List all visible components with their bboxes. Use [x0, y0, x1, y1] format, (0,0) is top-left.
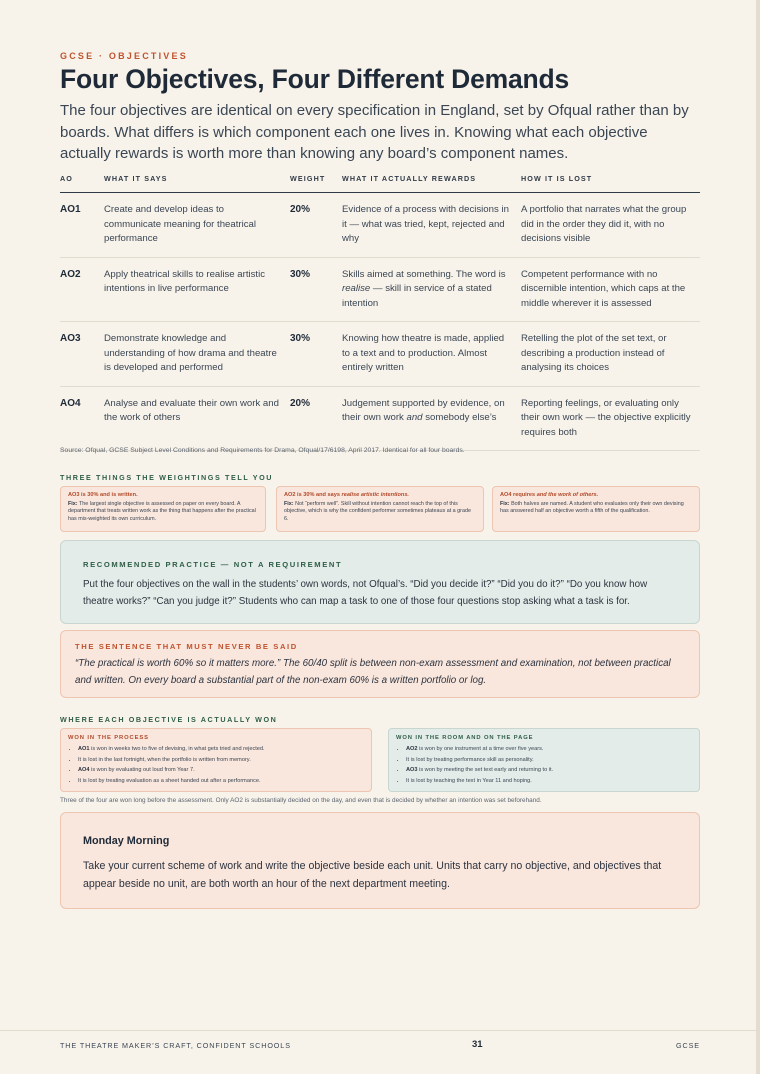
weighting-card-body [284, 501, 476, 523]
list-item [78, 776, 364, 787]
list-item-text: It is lost in the last fortnight, when the portfolio is written from memory. [78, 756, 251, 763]
ao-code: AO4 [60, 386, 104, 451]
won-list [396, 744, 692, 786]
won-in-room-card [388, 728, 700, 792]
fix-text: The largest single objective is assessed on paper on every board. A department that treats written work as the thing that happens after the practical has mis-weighted its own curriculum. [68, 501, 256, 522]
footer-divider [0, 1030, 760, 1031]
weighting-card-body [68, 501, 258, 523]
list-item-text: It is lost by treating performance skill as personality. [406, 756, 534, 763]
page-edge [756, 0, 760, 1074]
ao-rewards: Knowing how theatre is made, applied to a text and to production. Almost entirely written [342, 322, 521, 387]
intro-paragraph: The four objectives are identical on every specification in England, set by Ofqual rather than by boards. What differs is which component each one lives in. Knowing what each objective actually rewards is worth more than knowing any board’s component names. [60, 102, 689, 162]
weighting-card [60, 486, 266, 532]
page-number: 31 [472, 1039, 483, 1050]
list-item-text: is won by one instrument at a time over five years. [417, 746, 544, 752]
page-title: Four Objectives, Four Different Demands [60, 64, 570, 94]
won-in-process-card [60, 728, 372, 792]
weighting-card-title [500, 492, 692, 498]
weighting-card [276, 486, 484, 532]
monday-label: Monday Morning [83, 835, 170, 847]
ao-weight: 30% [290, 322, 342, 387]
list-item-text: is won by evaluating out loud from Year 7. [89, 767, 195, 773]
ao-lost: Competent performance with no discernible intention, which caps at the middle wherever it is assessed [521, 257, 700, 322]
list-item [406, 765, 692, 776]
table-row [60, 322, 700, 387]
list-item-text: is won by meeting the set text early and returning to it. [417, 767, 554, 773]
column-header-lost: HOW IT IS LOST [521, 172, 700, 193]
list-item-bold: AO1 [78, 746, 90, 752]
list-item-text: It is lost by teaching the text in Year 11 and hoping. [406, 777, 532, 784]
footer-section: GCSE [676, 1041, 700, 1050]
fix-label: Fix: [500, 501, 510, 507]
recommended-practice-box [60, 540, 700, 624]
ao-rewards: Evidence of a process with decisions in it — what was tried, kept, rejected and why [342, 193, 521, 258]
ao-weight: 20% [290, 386, 342, 451]
title-emphasis: realise artistic intentions. [341, 492, 409, 498]
won-card-label: WON IN THE ROOM AND ON THE PAGE [396, 735, 534, 741]
list-item-text: It is lost by treating evaluation as a sheet handed out after a performance. [78, 777, 261, 784]
title-emphasis: and the work of others. [536, 492, 599, 498]
table-row [60, 386, 700, 451]
list-item-bold: AO3 [406, 767, 418, 773]
list-item-text: is won in weeks two to five of devising, in what gets tried and rejected. [89, 746, 265, 752]
title-text: AO2 is 30% and says [284, 492, 342, 498]
column-header-ao: AO [60, 172, 104, 193]
list-item [406, 776, 692, 787]
monday-morning-box [60, 812, 700, 909]
warning-box [60, 630, 700, 698]
section-eyebrow: GCSE · OBJECTIVES [60, 51, 188, 61]
list-item [78, 765, 364, 776]
list-item-bold: AO4 [78, 767, 90, 773]
fix-label: Fix: [284, 501, 294, 507]
ao-lost: Reporting feelings, or evaluating only their own work — the objective explicitly requires both [521, 386, 700, 451]
weighting-card-title [284, 492, 476, 498]
ao-weight: 30% [290, 257, 342, 322]
fix-text: Not “perform well”. Skill without intention cannot reach the top of this objective, which is why the confident performer sometimes plateaus at a grade 6. [284, 501, 471, 522]
rewards-text: — skill in service of a stated intention [342, 283, 492, 309]
column-header-weight: WEIGHT [290, 172, 342, 193]
ao-says: Demonstrate knowledge and understanding of how drama and theatre is developed and performed [104, 322, 290, 387]
monday-text: Take your current scheme of work and write the objective beside each unit. Units that carry no objective, and objectives that appear beside no unit, are both worth an hour of the next department meeting. [83, 860, 662, 890]
list-item-bold: AO2 [406, 746, 418, 752]
table-row [60, 193, 700, 258]
fix-label: Fix: [68, 501, 78, 507]
ao-rewards [342, 257, 521, 322]
recommended-text: Put the four objectives on the wall in the students’ own words, not Ofqual’s. “Did you decide it?” “Did you do it?” “Do you know how theatre works?” “Can you judge it?” Students who can map a task to one of those four questions stop asking what a task is for. [83, 579, 648, 607]
weighting-card [492, 486, 700, 532]
list-item [406, 744, 692, 755]
ao-says: Analyse and evaluate their own work and the work of others [104, 386, 290, 451]
ao-lost: A portfolio that narrates what the group did in the order they did it, with no decisions visible [521, 193, 700, 258]
fix-text: Both halves are named. A student who evaluates only their own devising has answered half an objective worth a fifth of the qualification. [500, 501, 684, 515]
table-row [60, 257, 700, 322]
list-item [78, 755, 364, 766]
won-heading: WHERE EACH OBJECTIVE IS ACTUALLY WON [60, 715, 278, 724]
warning-text: “The practical is worth 60% so it matters more.” The 60/40 split is between non-exam assessment and examination, not between practical and written. On every board a substantial part of the non-exam 60% is a written portfolio or log. [75, 658, 671, 686]
rewards-text: Judgement supported by evidence, on their own work [342, 397, 505, 423]
ao-weight: 20% [290, 193, 342, 258]
recommended-label: RECOMMENDED PRACTICE — NOT A REQUIREMENT [83, 560, 343, 569]
ao-says: Create and develop ideas to communicate meaning for theatrical performance [104, 193, 290, 258]
table-header-row [60, 172, 700, 193]
list-item [406, 755, 692, 766]
rewards-emphasis: and [406, 412, 423, 423]
rewards-emphasis: realise [342, 283, 371, 294]
ao-lost: Retelling the plot of the set text, or describing a production instead of analysing its choices [521, 322, 700, 387]
list-item [78, 744, 364, 755]
rewards-text: Skills aimed at something. The word is [342, 268, 506, 280]
source-note: Source: Ofqual, GCSE Subject Level Conditions and Requirements for Drama, Ofqual/17/6198, April 2017. Identical for all four boards. [60, 447, 465, 454]
weightings-heading: THREE THINGS THE WEIGHTINGS TELL YOU [60, 473, 274, 482]
ao-code: AO3 [60, 322, 104, 387]
weighting-card-title: AO3 is 30% and is written. [68, 492, 138, 498]
won-list [68, 744, 364, 786]
ao-code: AO2 [60, 257, 104, 322]
rewards-text: somebody else’s [422, 412, 497, 423]
title-text: AO4 requires [500, 492, 537, 498]
ao-rewards [342, 386, 521, 451]
ao-code: AO1 [60, 193, 104, 258]
ao-says: Apply theatrical skills to realise artistic intentions in live performance [104, 257, 290, 322]
weighting-card-body [500, 501, 692, 516]
won-card-label: WON IN THE PROCESS [68, 735, 149, 741]
column-header-rewards: WHAT IT ACTUALLY REWARDS [342, 172, 521, 193]
warning-label: THE SENTENCE THAT MUST NEVER BE SAID [75, 642, 298, 651]
column-header-says: WHAT IT SAYS [104, 172, 290, 193]
won-note: Three of the four are won long before the assessment. Only AO2 is substantially decided on the day, and even that is decided by whether an intention was set beforehand. [60, 797, 542, 804]
objectives-table [60, 172, 700, 451]
footer-book-title: THE THEATRE MAKER’S CRAFT, CONFIDENT SCHOOLS [60, 1041, 291, 1050]
